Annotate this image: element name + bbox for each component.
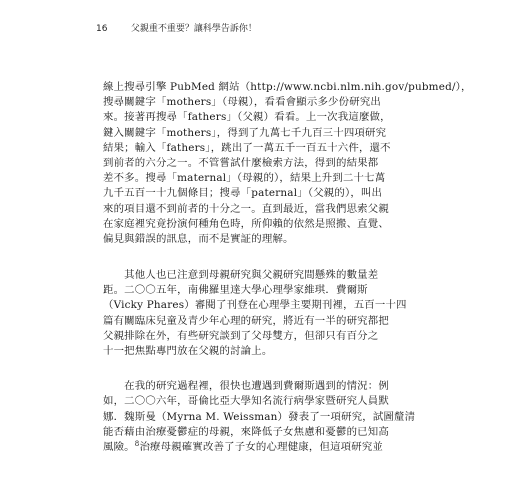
body-text: [103, 80, 472, 455]
text-line: 能否藉由治療憂鬱症的母親，來降低子女焦慮和憂鬱的已知高: [103, 425, 389, 438]
page-number: 16: [96, 24, 108, 34]
paragraph-spacer: [103, 359, 413, 379]
text-line: 在我的研究過程裡，很快也遭遇到費爾斯遇到的情況：例: [103, 380, 389, 393]
text-line: 搜尋關鍵字「mothers」（母親），看看會顯示多少份研究出: [103, 96, 382, 109]
text-segment: 治療母親確實改善了子女的心理健康，但這項研究並: [139, 440, 384, 453]
text-line: 到前者的六分之一。不管嘗試什麼檢索方法，得到的結果都: [103, 156, 379, 169]
text-line: 篇有關臨床兒童及青少年心理的研究，將近有一半的研究都把: [103, 314, 389, 327]
running-header: [96, 22, 426, 36]
running-title: 父親重不重要？讓科學告訴你！: [130, 24, 257, 34]
footnote-marker: 8: [134, 439, 140, 448]
paragraph-2: [103, 268, 413, 359]
text-line: 線上搜尋引擎 PubMed 網站（http://www.ncbi.nlm.nih.gov/pubmed/），: [103, 81, 472, 93]
paragraph-3: [103, 379, 416, 455]
text-line: 鍵入關鍵字「mothers」，得到了九萬七千九百三十四項研究: [103, 126, 387, 139]
text-line: 距。二〇〇五年，南佛羅里達大學心理學家維琪．費爾斯: [103, 284, 368, 297]
text-line: 如，二〇〇六年，哥倫比亞大學知名流行病學家暨研究人員默: [103, 395, 389, 408]
text-line: 偏見與錯誤的訊息，而不是實証的理解。: [103, 232, 294, 245]
text-line: 九千五百一十九個條目；搜尋「paternal」（父親的），叫出: [103, 187, 383, 200]
text-line: 其他人也已注意到母親研究與父親研究間懸殊的數量差: [103, 269, 379, 282]
text-line: 差不多。搜尋「maternal」（母親的），結果上升到二十七萬: [103, 172, 386, 185]
text-line: 十一把焦點專門放在父親的討論上。: [103, 345, 273, 357]
paragraph-spacer: [103, 247, 413, 268]
text-line: 在家庭裡究竟扮演何種角色時，所仰賴的依然是照搬、直覺、: [103, 217, 389, 230]
paragraph-1: [103, 80, 472, 247]
text-line: 父親排除在外，有些研究談到了父母雙方，但卻只有百分之: [103, 329, 379, 342]
text-line: 結果；輸入「fathers」，跳出了一萬五千一百五十六件，還不: [103, 141, 391, 154]
text-segment: 風險。: [103, 440, 135, 453]
text-line-with-footnote: [103, 440, 413, 455]
text-line: （Vicky Phares）審閱了刊登在心理學主要期刊裡，五百一十四: [103, 299, 407, 312]
text-line: 娜．魏斯曼（Myrna M. Weissman）發表了一項研究，試圖釐清: [103, 410, 416, 423]
text-line: 來的項目還不到前者的十分之一。直到最近，當我們思索父親: [103, 202, 389, 215]
text-line: 來。接著再搜尋「fathers」（父親）看看。上一次我這麼做，: [103, 111, 391, 124]
